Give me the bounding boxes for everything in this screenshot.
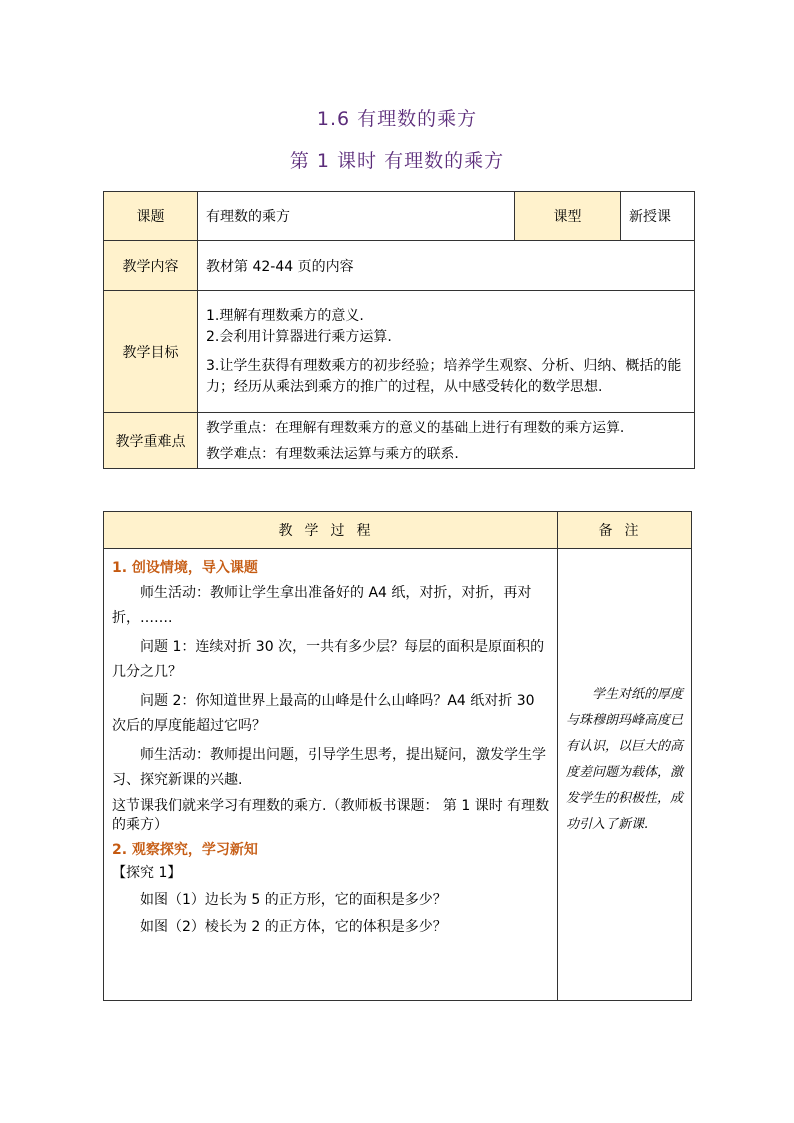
key-point: 教学难点：有理数乘法运算与乘方的联系. bbox=[206, 445, 459, 462]
goal-item: 1.理解有理数乘方的意义. bbox=[206, 307, 364, 324]
lesson-info-table bbox=[103, 191, 695, 469]
content-label: 教学内容 bbox=[104, 241, 198, 291]
process-header: 教学过程 bbox=[104, 512, 558, 549]
explore-question: 如图（1）边长为 5 的正方形，它的面积是多少？ bbox=[140, 892, 447, 908]
process-table bbox=[103, 511, 692, 1001]
key-label: 教学重难点 bbox=[104, 413, 198, 469]
content-row bbox=[104, 241, 695, 291]
content-value: 教材第 42-44 页的内容 bbox=[198, 241, 695, 291]
notes-header: 备注 bbox=[558, 512, 692, 549]
key-point: 教学重点：在理解有理数乘方的意义的基础上进行有理数的乘方运算. bbox=[206, 419, 625, 436]
explore-question: 如图（2）棱长为 2 的正方体，它的体积是多少？ bbox=[140, 919, 447, 935]
paragraph: 师生活动：教师让学生拿出准备好的 A4 纸，对折，对折，再对折，……. bbox=[112, 585, 532, 626]
remark-text: 学生对纸的厚度与珠穆朗玛峰高度已有认识，以巨大的高度差问题为载体，激发学生的积极性，成功引入了新课. bbox=[566, 686, 684, 832]
goal-item: 3.让学生获得有理数乘方的初步经验；培养学生观察、分析、归纳、概括的能力；经历从乘法到乘方的推广的过程，从中感受转化的数学思想. bbox=[206, 357, 682, 395]
type-value: 新授课 bbox=[621, 192, 695, 241]
goal-label: 教学目标 bbox=[104, 291, 198, 413]
document-title: 1.6 有理数的乘方 bbox=[316, 108, 478, 130]
lesson-subtitle: 第 1 课时 有理数的乘方 bbox=[289, 150, 505, 172]
paragraph: 这节课我们就来学习有理数的乘方.（教师板书课题： 第 1 课时 有理数的乘方） bbox=[112, 798, 550, 833]
topic-value: 有理数的乘方 bbox=[198, 192, 515, 241]
paragraph: 师生活动：教师提出问题，引导学生思考，提出疑问，激发学生学习、探究新课的兴趣. bbox=[112, 747, 546, 788]
section-2-title: 2. 观察探究，学习新知 bbox=[112, 842, 258, 858]
question-2: 问题 2：你知道世界上最高的山峰是什么山峰吗？A4 纸对折 30 次后的厚度能超过它吗？ bbox=[112, 693, 535, 734]
key-row bbox=[104, 413, 695, 469]
question-1: 问题 1：连续对折 30 次，一共有多少层？每层的面积是原面积的几分之几？ bbox=[112, 639, 545, 680]
key-points bbox=[198, 413, 695, 469]
type-label: 课型 bbox=[515, 192, 621, 241]
topic-label: 课题 bbox=[104, 192, 198, 241]
topic-row bbox=[104, 192, 695, 241]
explore-label: 【探究 1】 bbox=[112, 865, 182, 881]
goal-row bbox=[104, 291, 695, 413]
process-body-row bbox=[104, 549, 692, 1001]
remark-cell bbox=[558, 549, 692, 1001]
section-1-title: 1. 创设情境，导入课题 bbox=[112, 560, 258, 576]
goal-item: 2.会利用计算器进行乘方运算. bbox=[206, 328, 392, 345]
goal-list bbox=[198, 291, 695, 413]
process-content bbox=[104, 549, 558, 1001]
process-header-row bbox=[104, 512, 692, 549]
